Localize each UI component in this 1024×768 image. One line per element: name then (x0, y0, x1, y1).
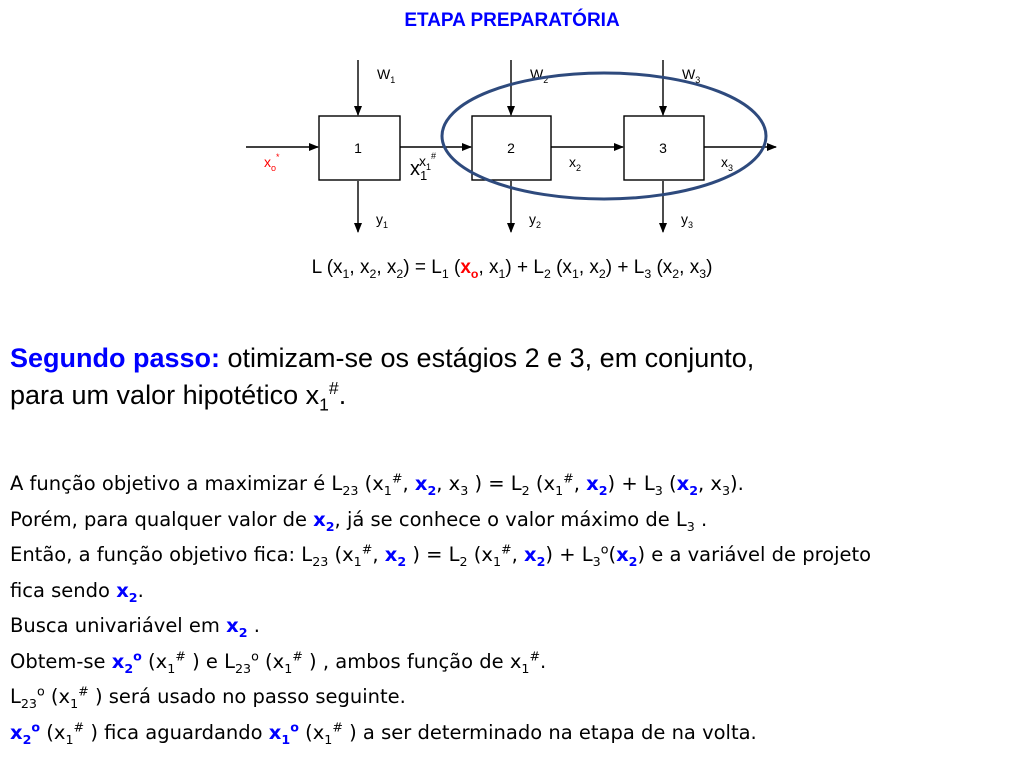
line-however: Porém, para qualquer valor de $x_2$, já se conhece o valor máximo de $L_3$ . (10, 507, 708, 534)
x0-label: $x_o^*$ (264, 152, 280, 173)
x3-label: $x_3$ (721, 154, 734, 173)
w1-label: $W_1$ (377, 66, 396, 85)
line-objective: A função objetivo a maximizar é $L_{23}$ ($x_1^{\#}$, $x_2$, $x_3$ ) = $L_2$ ($x_1^{\#}$, $x_2) + L_3$ ($x_2$, $x_3$). (10, 470, 744, 498)
slide-title: ETAPA PREPARATÓRIA (404, 10, 620, 31)
line-waiting: $x_2^o$ ($x_1^{\#}$ ) fica aguardando $x_1^o$ ($x_1^{\#}$ ) a ser determinado na etapa de na volta. (10, 719, 757, 747)
stage-label-2: 2 (507, 140, 515, 156)
w3-label: $W_3$ (682, 66, 701, 85)
y1-label: $y_1$ (376, 211, 389, 230)
y2-label: $y_2$ (529, 211, 542, 230)
lagrangian-equation: L ($x_1$, $x_2$, $x_2) = L_1$ ($x_o$, $x_1) + L_2$ ($x_1$, $x_2) + L_3$ ($x_2$, $x_3$) (311, 257, 713, 281)
x-o-highlight: $x_o$ (460, 257, 479, 281)
stage-label-1: 1 (354, 140, 362, 156)
explanation-text (10, 466, 1010, 750)
x1-overlap-label: $x_1$ (410, 158, 428, 183)
x1-hash-label: $x_1^{\#}$ (419, 151, 437, 172)
w2-label: $W_2$ (530, 66, 549, 85)
line-variable: fica sendo $x_2$. (10, 578, 144, 605)
multistage-diagram (0, 0, 1024, 300)
line-obtain: Obtem-se $x_2^o$ ($x_1^{\#}$ ) e $L_{23}^o$ ($x_1^{\#}$ ) , ambos função de $x_1^{\#}$. (10, 648, 547, 676)
step-paragraph: Segundo passo: otimizam-se os estágios 2 e 3, em conjunto, para um valor hipotético $x_1^{\#}$. (10, 343, 755, 415)
line-next-step: $L_{23}^o$ ($x_1^{\#}$ ) será usado no passo seguinte. (10, 683, 406, 711)
line-search: Busca univariável em $x_2$ . (10, 614, 260, 640)
stage-label-3: 3 (659, 140, 667, 156)
line-then: Então, a função objetivo fica: $L_{23}$ ($x_1^{\#}$, $x_2$ ) = $L_2$ ($x_1^{\#}$, $x_2) + L_3^o(x_2)$ e a variável de projeto (10, 541, 872, 569)
x2-label: $x_2$ (569, 154, 582, 173)
step-lead: Segundo passo: (10, 343, 221, 373)
y3-label: $y_3$ (681, 211, 694, 230)
